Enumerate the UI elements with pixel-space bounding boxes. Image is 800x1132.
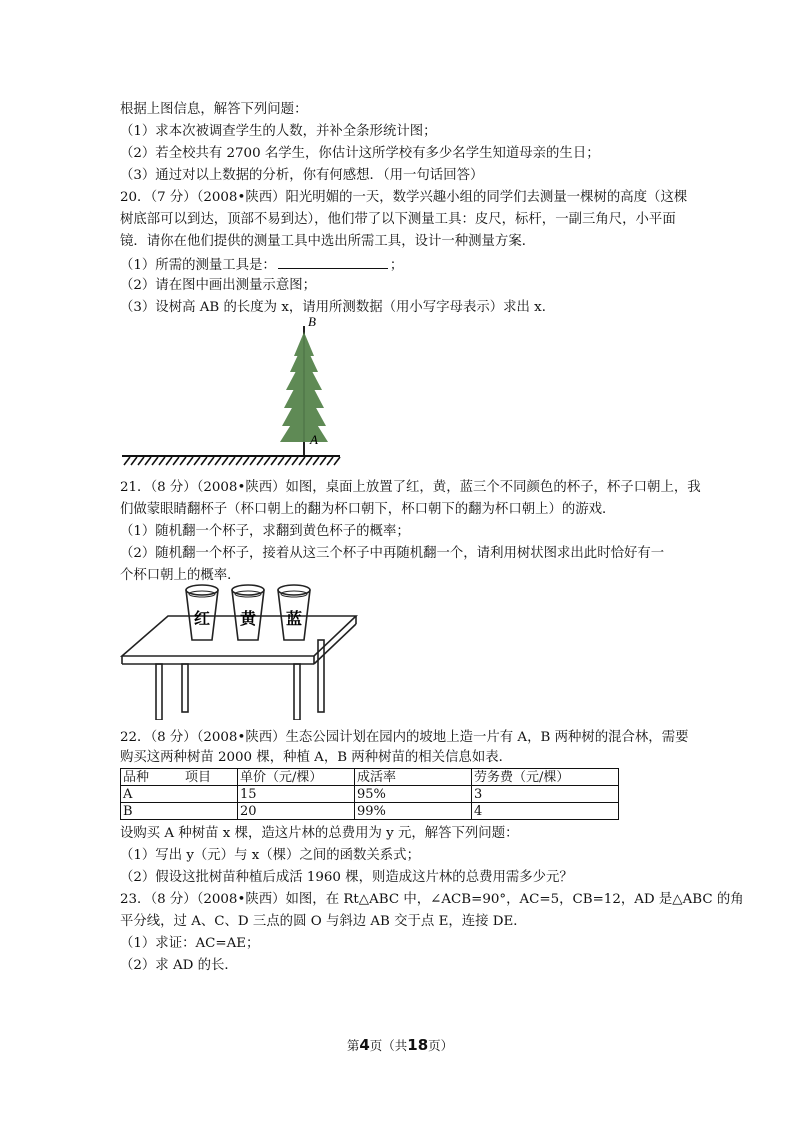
q22-line-3: 设购买 A 种树苗 x 棵，造这片林的总费用为 y 元，解答下列问题：	[120, 826, 519, 841]
header-rate: 成活率	[355, 769, 472, 786]
corner-left: 品种	[123, 769, 150, 785]
cell-name: A	[121, 786, 238, 803]
q23-part-2: （2）求 AD 的长．	[120, 958, 238, 973]
footer-middle: 页（共	[369, 1038, 408, 1053]
tree-figure	[118, 312, 348, 472]
table-corner	[121, 769, 238, 786]
corner-right: 项目	[185, 769, 212, 785]
q20-line-2: 树底部可以到达，顶部不易到达），他们带了以下测量工具：皮尺，标杆，一副三角尺，小平面	[120, 212, 676, 227]
q20-part-2: （2）请在图中画出测量示意图；	[120, 278, 316, 293]
cell-rate: 99%	[355, 803, 472, 820]
footer-suffix: 页）	[428, 1038, 454, 1053]
label-a: A	[310, 432, 318, 447]
q22-part-1: （1）写出 y（元）与 x（棵）之间的函数关系式；	[120, 848, 420, 863]
header-labor: 劳务费（元/棵）	[472, 769, 619, 786]
q20-part-3: （3）设树高 AB 的长度为 x，请用所测数据（用小写字母表示）求出 x．	[120, 300, 556, 315]
cup-label-blue: 蓝	[285, 609, 303, 628]
cup-label-red: 红	[193, 609, 211, 628]
q20-part-1	[120, 256, 403, 274]
page-number: 4	[359, 1036, 370, 1054]
table-row	[121, 786, 619, 803]
header-price: 单价（元/棵）	[238, 769, 355, 786]
label-b: B	[308, 314, 316, 329]
q20-part-1-text: （1）所需的测量工具是：	[120, 258, 276, 273]
q23-line-1: 23．（8 分）（2008•陕西）如图，在 Rt△ABC 中，∠ACB=90°，AC=5，CB=12，AD 是△ABC 的角	[120, 892, 744, 907]
q21-part-2: （2）随机翻一个杯子，接着从这三个杯子中再随机翻一个，请利用树状图求出此时恰好有一	[120, 546, 665, 561]
q20-line-1: 20．（7 分）（2008•陕西）阳光明媚的一天，数学兴趣小组的同学们去测量一棵树的高度（这棵	[120, 190, 688, 205]
q22-part-2: （2）假设这批树苗种植后成活 1960 棵，则造成这片林的总费用需多少元？	[120, 870, 573, 885]
footer-prefix: 第	[346, 1038, 360, 1053]
q22-line-1: 22．（8 分）（2008•陕西）生态公园计划在园内的坡地上造一片有 A，B 两种树的混合林，需要	[120, 730, 689, 745]
seedling-table	[120, 768, 619, 820]
cell-name: B	[121, 803, 238, 820]
cell-labor: 4	[472, 803, 619, 820]
table-legs	[156, 640, 324, 720]
intro-line-3: （2）若全校共有 2700 名学生，你估计这所学校有多少名学生知道母亲的生日；	[120, 146, 600, 161]
intro-line-4: （3）通过对以上数据的分析，你有何感想．（用一句话回答）	[120, 168, 484, 183]
intro-line-2: （1）求本次被调查学生的人数，并补全条形统计图；	[120, 124, 437, 139]
q22-line-2: 购买这两种树苗 2000 棵，种植 A，B 两种树苗的相关信息如表．	[120, 750, 512, 765]
q20-part-1-end: ；	[389, 258, 404, 273]
q21-line-2: 们做蒙眼睛翻杯子（杯口朝上的翻为杯口朝下，杯口朝下的翻为杯口朝上）的游戏．	[120, 502, 616, 517]
cell-price: 15	[238, 786, 355, 803]
table-row	[121, 803, 619, 820]
ground-hatching	[124, 457, 340, 465]
page-footer	[0, 1036, 800, 1054]
cup-label-yellow: 黄	[239, 609, 257, 628]
cell-price: 20	[238, 803, 355, 820]
q20-line-3: 镜．请你在他们提供的测量工具中选出所需工具，设计一种测量方案．	[120, 234, 536, 249]
q21-part-1: （1）随机翻一个杯子，求翻到黄色杯子的概率；	[120, 524, 410, 539]
answer-blank[interactable]	[278, 256, 388, 269]
q23-line-2: 平分线，过 A、C、D 三点的圆 O 与斜边 AB 交于点 E，连接 DE．	[120, 914, 527, 929]
total-pages: 18	[407, 1036, 429, 1054]
intro-line-1: 根据上图信息，解答下列问题：	[120, 102, 308, 117]
cell-rate: 95%	[355, 786, 472, 803]
q21-line-1: 21．（8 分）（2008•陕西）如图，桌面上放置了红，黄，蓝三个不同颜色的杯子，杯子口朝上，我	[120, 480, 701, 495]
q21-part-2-cont: 个杯口朝上的概率．	[120, 568, 241, 583]
cell-labor: 3	[472, 786, 619, 803]
q23-part-1: （1）求证：AC=AE；	[120, 936, 260, 951]
table-header-row	[121, 769, 619, 786]
cups-table-figure	[118, 580, 358, 720]
